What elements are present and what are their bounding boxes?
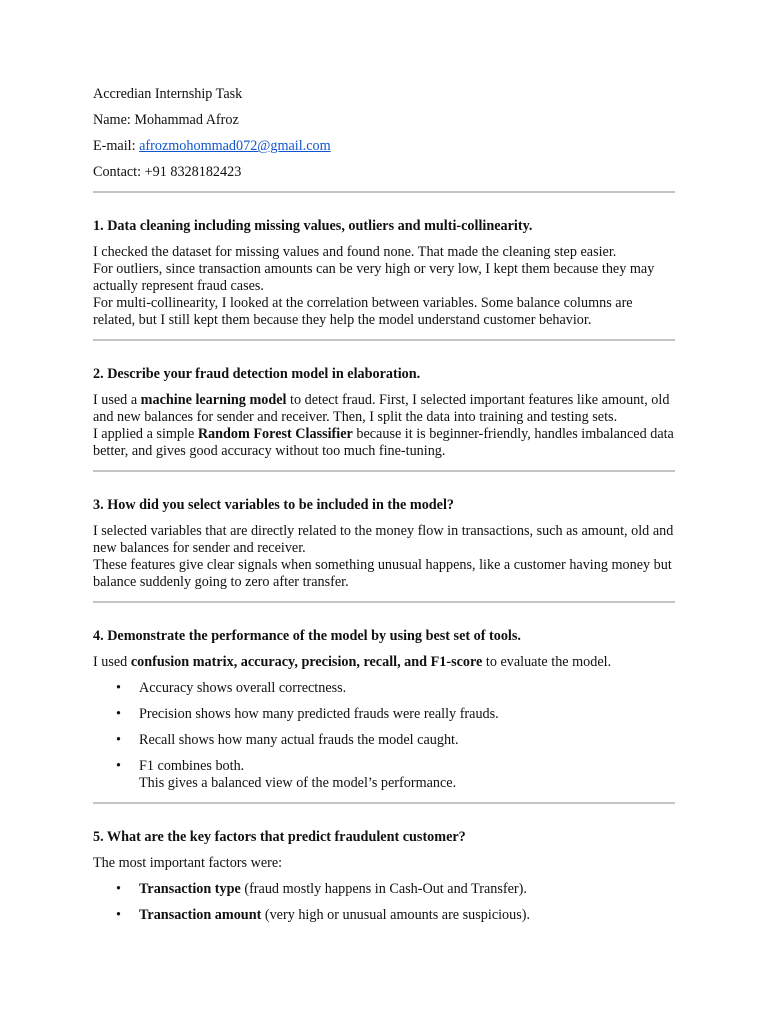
bold-term: Transaction amount	[139, 907, 262, 923]
divider-5	[93, 802, 675, 804]
section-1-para-3: For multi-collinearity, I looked at the correlation between variables. Some balance columns are related, but I still kept them because they help the model understand customer behavior.	[93, 295, 633, 328]
section-3-para-2: These features give clear signals when something unusual happens, like a customer having money but balance suddenly going to zero after transfer.	[93, 557, 672, 590]
bold-term: machine learning model	[140, 392, 287, 408]
section-3-para-1: I selected variables that are directly related to the money flow in transactions, such as amount, old and new balances for sender and receiver.	[93, 523, 674, 556]
email-link[interactable]: afrozmohommad072@gmail.com	[139, 138, 331, 154]
divider-4	[93, 601, 675, 603]
bullet-glyph: •	[116, 732, 121, 748]
bullet-glyph: •	[116, 881, 121, 897]
section-2-heading: 2. Describe your fraud detection model in elaboration.	[93, 366, 421, 382]
section-1-para-1: I checked the dataset for missing values and found none. That made the cleaning step easier.	[93, 244, 617, 260]
list-item	[116, 758, 675, 792]
section-2-body	[93, 392, 675, 460]
section-5-para-1: The most important factors were:	[93, 855, 283, 871]
section-5-heading: 5. What are the key factors that predict fraudulent customer?	[93, 829, 466, 845]
list-item-continuation: This gives a balanced view of the model’s performance.	[139, 775, 457, 791]
text-run: to detect fraud. First, I selected important features like amount, old and new balances for sender and receiver. Then, I split the data into training and testing sets.	[93, 392, 670, 425]
document-body	[93, 86, 675, 934]
list-item	[116, 881, 675, 898]
list-item-text: (very high or unusual amounts are suspicious).	[261, 907, 531, 923]
list-item-text: Precision shows how many predicted frauds were really frauds.	[139, 706, 499, 722]
section-5-bullet-list	[93, 881, 675, 924]
section-4-bullet-list	[93, 680, 675, 792]
text-run: I applied a simple	[93, 426, 198, 442]
divider-1	[93, 191, 675, 193]
list-item	[116, 680, 675, 697]
list-item-text: Recall shows how many actual frauds the model caught.	[139, 732, 459, 748]
section-2-para-2	[93, 426, 675, 460]
email-line	[93, 138, 675, 155]
section-2-para-1	[93, 392, 675, 426]
list-item	[116, 907, 675, 924]
section-1-body	[93, 244, 675, 329]
list-item	[116, 732, 675, 749]
section-3-heading: 3. How did you select variables to be included in the model?	[93, 497, 455, 513]
section-1-para-2: For outliers, since transaction amounts can be very high or very low, I kept them because they may actually represent fraud cases.	[93, 261, 655, 294]
divider-2	[93, 339, 675, 341]
text-run: to evaluate the model.	[482, 654, 612, 670]
bold-term: confusion matrix, accuracy, precision, recall, and F1-score	[130, 654, 483, 670]
list-item-text: (fraud mostly happens in Cash-Out and Transfer).	[240, 881, 527, 897]
email-label: E-mail:	[93, 138, 140, 154]
divider-3	[93, 470, 675, 472]
bullet-glyph: •	[116, 680, 121, 696]
list-item	[116, 706, 675, 723]
section-1-heading: 1. Data cleaning including missing values, outliers and multi-collinearity.	[93, 218, 533, 234]
contact-line: Contact: +91 8328182423	[93, 164, 242, 180]
text-run: because it is beginner-friendly, handles imbalanced data better, and gives good accuracy without too much fine-tuning.	[93, 426, 674, 459]
bold-term: Random Forest Classifier	[197, 426, 353, 442]
bullet-glyph: •	[116, 706, 121, 722]
section-4-para-1	[93, 654, 675, 671]
text-run: I used	[93, 654, 131, 670]
list-item-text: Accuracy shows overall correctness.	[139, 680, 347, 696]
section-3-body	[93, 523, 675, 591]
author-name: Name: Mohammad Afroz	[93, 112, 239, 128]
list-item-text: F1 combines both.	[139, 758, 245, 774]
doc-title: Accredian Internship Task	[93, 86, 243, 102]
bullet-glyph: •	[116, 907, 121, 923]
bullet-glyph: •	[116, 758, 121, 774]
bold-term: Transaction type	[139, 881, 241, 897]
text-run: I used a	[93, 392, 141, 408]
section-4-heading: 4. Demonstrate the performance of the model by using best set of tools.	[93, 628, 521, 644]
